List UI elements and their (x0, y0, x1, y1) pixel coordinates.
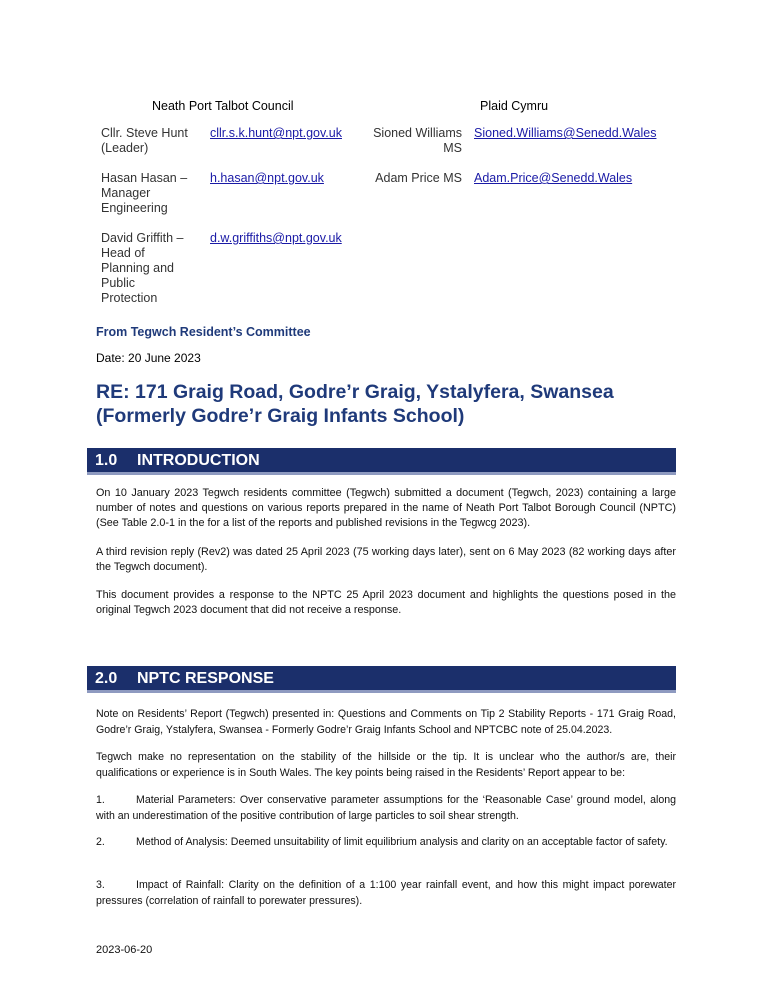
section-2-heading (87, 666, 676, 693)
contact-name-sioned-williams: Sioned Williams MS (373, 126, 462, 155)
re-title-line-1: RE: 171 Graig Road, Godre’r Graig, Ystalyfera, Swansea (96, 381, 614, 403)
section-2-title: NPTC RESPONSE (137, 670, 274, 687)
contact-name-adam-price: Adam Price MS (375, 171, 462, 185)
list-item-number: 2. (96, 836, 105, 848)
email-link-david-griffith[interactable]: d.w.griffiths@npt.gov.uk (210, 231, 342, 245)
list-item (96, 793, 676, 824)
contact-name-steve-hunt: Cllr. Steve Hunt (Leader) (101, 126, 188, 155)
footer-date: 2023-06-20 (96, 944, 153, 956)
list-item-text: Method of Analysis: Deemed unsuitability of limit equilibrium analysis and clarity on an acceptable factor of safety. (136, 836, 668, 848)
contact-name-david-griffith: David Griffith – Head of Planning and Public Protection (101, 231, 184, 305)
section-2-paragraph-1: Note on Residents’ Report (Tegwch) presented in: Questions and Comments on Tip 2 Stability Reports - 171 Graig Road, Godre’r Graig, Ystalyfera, Swansea - Formerly Godre’r Graig Infants School and NPTCBC note of 25.04.2023. (96, 708, 676, 736)
list-item-number: 3. (96, 879, 105, 891)
section-1-title: INTRODUCTION (137, 452, 260, 469)
contact-name-hasan-hasan: Hasan Hasan – Manager Engineering (101, 171, 188, 215)
date-line: Date: 20 June 2023 (96, 351, 201, 365)
section-2-paragraph-2: Tegwch make no representation on the stability of the hillside or the tip. It is unclear who the author/s are, their qualifications or experience is in South Wales. The key points being raised in the Residents’ Report appear to be: (96, 751, 676, 779)
party-heading: Plaid Cymru (480, 99, 549, 113)
list-item (96, 878, 676, 909)
re-title-line-2: (Formerly Godre’r Graig Infants School) (96, 405, 465, 427)
section-1-heading (87, 448, 676, 475)
email-link-steve-hunt[interactable]: cllr.s.k.hunt@npt.gov.uk (210, 126, 342, 140)
list-item-text: Impact of Rainfall: Clarity on the definition of a 1:100 year rainfall event, and how this might impact porewater pressures (correlation of rainfall to porewater pressures). (96, 879, 676, 907)
list-item-text: Material Parameters: Over conservative parameter assumptions for the ‘Reasonable Case’ ground model, along with an underestimation of the positive contribution of large particles to soil shear strength. (96, 794, 676, 822)
list-item-number: 1. (96, 794, 105, 806)
section-1-paragraph-2: A third revision reply (Rev2) was dated 25 April 2023 (75 working days later), sent on 6 May 2023 (82 working days after the Tegwch document). (96, 546, 676, 573)
list-item (96, 835, 676, 851)
from-line: From Tegwch Resident’s Committee (96, 325, 311, 339)
section-1-number: 1.0 (95, 452, 118, 469)
email-link-sioned-williams[interactable]: Sioned.Williams@Senedd.Wales (474, 126, 657, 140)
email-link-adam-price[interactable]: Adam.Price@Senedd.Wales (474, 171, 633, 185)
section-1-paragraph-3: This document provides a response to the NPTC 25 April 2023 document and highlights the questions posed in the original Tegwch 2023 document that did not receive a response. (96, 589, 676, 616)
re-title (96, 380, 696, 428)
section-2-number: 2.0 (95, 670, 118, 687)
section-1-paragraph-1: On 10 January 2023 Tegwch residents committee (Tegwch) submitted a document (Tegwch, 2023) containing a large number of notes and questions on various reports prepared in the name of Neath Port Talbot Borough Council (NPTC) (See Table 2.0-1 in the for a list of the reports and published revisions in the Tegwcg 2023). (96, 487, 676, 529)
council-heading: Neath Port Talbot Council (152, 99, 294, 113)
email-link-hasan-hasan[interactable]: h.hasan@npt.gov.uk (210, 171, 324, 185)
